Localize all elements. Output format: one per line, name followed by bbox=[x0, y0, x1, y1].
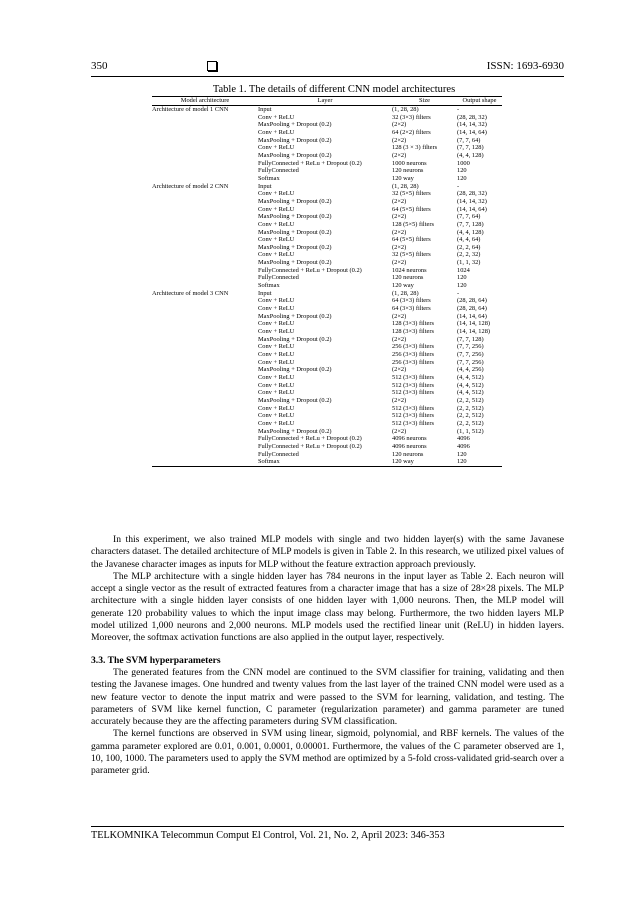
table-row bbox=[152, 259, 502, 267]
body-text bbox=[91, 534, 564, 778]
table-cell: 64 (5×5) filters bbox=[392, 205, 431, 213]
table-cell: (1, 28, 28) bbox=[392, 106, 419, 113]
table-cell bbox=[152, 336, 258, 344]
table-cell: Architecture of model 2 CNN bbox=[152, 182, 229, 190]
table-cell: MaxPooling + Dropout (0.2) bbox=[258, 335, 332, 343]
table-cell bbox=[152, 236, 258, 244]
table-cell: Architecture of model 3 CNN bbox=[152, 289, 229, 297]
table-cell: (28, 28, 64) bbox=[457, 305, 487, 313]
table-row bbox=[152, 428, 502, 436]
table-row bbox=[152, 274, 502, 282]
table-cell: 256 (3×3) filters bbox=[392, 343, 434, 351]
table-row bbox=[152, 374, 502, 382]
table-row bbox=[152, 328, 502, 336]
table-cell bbox=[152, 221, 258, 229]
table-cell: (1, 1, 32) bbox=[457, 259, 481, 267]
table-cell: MaxPooling + Dropout (0.2) bbox=[258, 197, 332, 205]
column-header: Output shape bbox=[457, 97, 502, 106]
table-cell: Softmax bbox=[258, 282, 280, 290]
table-cell: Conv + ReLU bbox=[258, 320, 295, 328]
table-cell bbox=[152, 366, 258, 374]
table-cell: (7, 7, 64) bbox=[457, 136, 481, 144]
table-cell bbox=[152, 313, 258, 321]
table-cell: 120 way bbox=[392, 174, 414, 182]
table-cell: (2×2) bbox=[392, 366, 407, 374]
table-cell: 512 (3×3) filters bbox=[392, 404, 434, 412]
table-cell: 4096 neurons bbox=[392, 435, 427, 443]
table-cell bbox=[152, 190, 258, 198]
table-cell: 120 way bbox=[392, 282, 414, 290]
table-cell: 128 (3 × 3) filters bbox=[392, 144, 438, 152]
table-cell: Conv + ReLU bbox=[258, 351, 295, 358]
paragraph: In this experiment, we also trained MLP models with single and two hidden layer(s) with the same Javanese characters dataset. The detailed architecture of MLP models is given in Table 2. In this research, we utilized pixel values of the Javanese character images as inputs for MLP without the feature extraction approach previously. bbox=[91, 534, 564, 570]
table-row bbox=[152, 412, 502, 420]
table-row bbox=[152, 389, 502, 397]
table-cell: 120 neurons bbox=[392, 450, 424, 458]
cnn-architecture-table bbox=[152, 96, 502, 467]
table-cell bbox=[152, 167, 258, 175]
table-row bbox=[152, 152, 502, 160]
table-cell: 4096 bbox=[457, 442, 470, 450]
table-row bbox=[152, 282, 502, 290]
table-cell: (4, 4, 128) bbox=[457, 151, 484, 159]
table-cell: (28, 28, 32) bbox=[457, 113, 487, 121]
paragraph: The MLP architecture with a single hidden layer has 784 neurons in the input layer as Table 2. Each neuron will accept a single vector as the result of extracted features from a character image that has a size of 28×28 pixels. The MLP architecture with a single hidden layer consists of one hidden layer with 1,000 neurons. Then, the MLP model will generate 120 probability values to which the input image class may belong. Furthermore, the two hidden layers MLP model utilized 1,000 neurons and 2,000 neurons. MLP models used the rectified linear unit (ReLU) in hidden layers. Moreover, the softmax activation functions are also applied in the output layer, respectively. bbox=[91, 570, 564, 644]
table-cell: - bbox=[457, 182, 460, 190]
table-cell: (7, 7, 256) bbox=[457, 358, 484, 366]
table-cell: Conv + ReLU bbox=[258, 389, 295, 397]
table-cell: (2×2) bbox=[392, 259, 407, 267]
table-cell: Conv + ReLU bbox=[258, 381, 295, 389]
table-cell bbox=[152, 206, 258, 214]
section-heading: 3.3. The SVM hyperparameters bbox=[91, 654, 221, 666]
table-cell: (2×2) bbox=[392, 121, 407, 129]
table-cell: (2×2) bbox=[392, 151, 407, 159]
table-cell bbox=[152, 359, 258, 367]
table-cell: FullyConnected bbox=[258, 167, 299, 175]
table-cell bbox=[152, 229, 258, 237]
table-cell: Conv + ReLU bbox=[258, 220, 295, 228]
table-cell: Softmax bbox=[258, 174, 280, 182]
table-cell: Conv + ReLU bbox=[258, 412, 295, 420]
table-row bbox=[152, 206, 502, 214]
table-row bbox=[152, 405, 502, 413]
table-cell: 32 (5×5) filters bbox=[392, 251, 431, 259]
table-cell: FullyConnected bbox=[258, 450, 299, 458]
table-cell: 120 neurons bbox=[392, 274, 424, 282]
table-cell: (2×2) bbox=[392, 213, 407, 221]
table-cell: 120 bbox=[457, 450, 467, 458]
table-cell bbox=[152, 175, 258, 183]
table-cell bbox=[152, 251, 258, 259]
table-row bbox=[152, 420, 502, 428]
table-cell: (7, 7, 64) bbox=[457, 213, 481, 221]
table-cell: (28, 28, 32) bbox=[457, 190, 487, 198]
table-cell: (2, 2, 512) bbox=[457, 396, 484, 404]
table-row bbox=[152, 443, 502, 451]
table-row bbox=[152, 366, 502, 374]
table-cell: 128 (3×3) filters bbox=[392, 328, 434, 336]
table-cell: FullyConnected bbox=[258, 274, 299, 282]
table-row bbox=[152, 183, 502, 191]
table-cell: (4, 4, 256) bbox=[457, 366, 484, 374]
table-cell: (2×2) bbox=[392, 243, 407, 251]
table-cell: (2×2) bbox=[392, 228, 407, 236]
table-cell: FullyConnected + ReLu + Dropout (0.2) bbox=[258, 435, 362, 443]
table-cell bbox=[152, 114, 258, 122]
table-row bbox=[152, 435, 502, 443]
table-cell: 256 (3×3) filters bbox=[392, 351, 434, 358]
table-cell: 128 (5×5) filters bbox=[392, 220, 434, 228]
table-row bbox=[152, 313, 502, 321]
table-row bbox=[152, 221, 502, 229]
table-row bbox=[152, 244, 502, 252]
table-cell bbox=[152, 420, 258, 428]
table-cell: MaxPooling + Dropout (0.2) bbox=[258, 366, 332, 374]
table-cell: MaxPooling + Dropout (0.2) bbox=[258, 213, 332, 221]
table-cell: Architecture of model 1 CNN bbox=[152, 106, 229, 113]
table-row bbox=[152, 236, 502, 244]
table-cell: Conv + ReLU bbox=[258, 343, 295, 351]
table-cell: 1024 neurons bbox=[392, 266, 427, 274]
table-cell: Conv + ReLU bbox=[258, 190, 295, 198]
table-cell: 64 (2×2) filters bbox=[392, 128, 431, 136]
table-cell: Softmax bbox=[258, 458, 392, 466]
table-cell: (7, 7, 128) bbox=[457, 335, 484, 343]
table-row bbox=[152, 144, 502, 152]
table-row bbox=[152, 290, 502, 298]
table-cell: 512 (3×3) filters bbox=[392, 389, 434, 397]
table-cell bbox=[152, 129, 258, 137]
table-cell: (4, 4, 512) bbox=[457, 373, 484, 381]
table-cell: - bbox=[457, 289, 460, 297]
table-cell: (14, 14, 128) bbox=[457, 320, 491, 328]
table-row bbox=[152, 451, 502, 459]
table-cell bbox=[152, 198, 258, 206]
table-cell: (2×2) bbox=[392, 136, 407, 144]
table-row bbox=[152, 458, 502, 466]
table-cell: 1024 bbox=[457, 266, 470, 274]
table-cell: (7, 7, 256) bbox=[457, 343, 484, 351]
table-cell: 256 (3×3) filters bbox=[392, 358, 434, 366]
table-cell: Conv + ReLU bbox=[258, 236, 295, 244]
table-cell: 120 bbox=[457, 274, 467, 282]
table-cell: 64 (3×3) filters bbox=[392, 297, 431, 305]
table-cell: 120 bbox=[457, 458, 502, 466]
table-cell bbox=[152, 405, 258, 413]
table-cell: 120 bbox=[457, 282, 467, 290]
table-row bbox=[152, 160, 502, 168]
table-cell: (14, 14, 32) bbox=[457, 121, 487, 129]
table-cell: (7, 7, 256) bbox=[457, 351, 484, 358]
table-cell: (14, 14, 128) bbox=[457, 328, 491, 336]
column-header: Model architecture bbox=[152, 97, 258, 106]
table-cell: (2, 2, 512) bbox=[457, 412, 484, 420]
table-row bbox=[152, 175, 502, 183]
table-row bbox=[152, 129, 502, 137]
table-cell: 120 bbox=[457, 174, 467, 182]
table-cell: MaxPooling + Dropout (0.2) bbox=[258, 121, 332, 129]
table-row bbox=[152, 190, 502, 198]
table-cell: Conv + ReLU bbox=[258, 305, 295, 313]
table-cell: 32 (3×3) filters bbox=[392, 113, 431, 121]
table-row bbox=[152, 297, 502, 305]
table-cell: (7, 7, 128) bbox=[457, 144, 484, 152]
table-row bbox=[152, 137, 502, 145]
table-cell: FullyConnected + ReLu + Dropout (0.2) bbox=[258, 159, 362, 167]
table-cell: 1000 neurons bbox=[392, 159, 427, 167]
table-cell: 120 way bbox=[392, 458, 457, 466]
table-row bbox=[152, 382, 502, 390]
table-cell bbox=[152, 152, 258, 160]
table-cell: 4096 bbox=[457, 435, 470, 443]
table-cell: (2, 2, 32) bbox=[457, 251, 481, 259]
table-cell: Input bbox=[258, 182, 272, 190]
table-cell bbox=[152, 412, 258, 420]
table-cell bbox=[152, 267, 258, 275]
table-cell: Input bbox=[258, 289, 272, 297]
table-cell: (2×2) bbox=[392, 312, 407, 320]
table-cell: (4, 4, 512) bbox=[457, 389, 484, 397]
table-cell bbox=[152, 328, 258, 336]
table-cell: FullyConnected + ReLu + Dropout (0.2) bbox=[258, 442, 362, 450]
table-header-row bbox=[152, 97, 502, 106]
table-cell: 1000 bbox=[457, 159, 470, 167]
table-cell bbox=[152, 274, 258, 282]
page-header bbox=[91, 60, 564, 77]
table-cell: Conv + ReLU bbox=[258, 251, 295, 259]
table-cell bbox=[152, 343, 258, 351]
table-cell bbox=[152, 389, 258, 397]
table-cell: 4096 neurons bbox=[392, 442, 427, 450]
table-cell bbox=[152, 397, 258, 405]
table-cell bbox=[152, 382, 258, 390]
page-footer: TELKOMNIKA Telecommun Comput El Control, Vol. 21, No. 2, April 2023: 346-353 bbox=[91, 826, 564, 841]
issn-label: ISSN: 1693-6930 bbox=[486, 60, 564, 72]
table-cell: MaxPooling + Dropout (0.2) bbox=[258, 136, 332, 144]
table-cell: (4, 4, 64) bbox=[457, 236, 481, 244]
table-caption: Table 1. The details of different CNN model architectures bbox=[212, 84, 456, 95]
table-row bbox=[152, 229, 502, 237]
table-cell: 128 (3×3) filters bbox=[392, 320, 434, 328]
table-row bbox=[152, 343, 502, 351]
table-cell: 512 (3×3) filters bbox=[392, 412, 434, 420]
table-cell: (2×2) bbox=[392, 197, 407, 205]
table-row bbox=[152, 320, 502, 328]
table-cell: Conv + ReLU bbox=[258, 128, 295, 136]
table-cell: Conv + ReLU bbox=[258, 358, 295, 366]
table-row bbox=[152, 251, 502, 259]
table-row bbox=[152, 336, 502, 344]
paragraph: The kernel functions are observed in SVM using linear, sigmoid, polynomial, and RBF kernels. The values of the gamma parameter explored are 0.01, 0.001, 0.0001, 0.00001. Furthermore, the values of the C parameter observed are 1, 10, 100, 1000. The parameters used to apply the SVM method are optimized by a 5-fold cross-validated grid-search over a parameter grid. bbox=[91, 728, 564, 777]
table-cell: 120 neurons bbox=[392, 167, 424, 175]
table-cell: 64 (5×5) filters bbox=[392, 236, 431, 244]
table-cell: MaxPooling + Dropout (0.2) bbox=[258, 228, 332, 236]
table-cell: FullyConnected + ReLu + Dropout (0.2) bbox=[258, 266, 362, 274]
table-cell bbox=[152, 282, 258, 290]
table-row bbox=[152, 359, 502, 367]
table-cell: (2, 2, 512) bbox=[457, 419, 484, 427]
table-cell: (2, 2, 64) bbox=[457, 243, 481, 251]
table-cell: 512 (3×3) filters bbox=[392, 419, 434, 427]
table-cell: (14, 14, 64) bbox=[457, 205, 487, 213]
table-cell: 512 (3×3) filters bbox=[392, 373, 434, 381]
table-cell bbox=[152, 458, 258, 466]
table-cell bbox=[152, 428, 258, 436]
table-cell: (28, 28, 64) bbox=[457, 297, 487, 305]
table-row bbox=[152, 121, 502, 129]
table-cell: Conv + ReLU bbox=[258, 404, 295, 412]
table-cell: (2×2) bbox=[392, 396, 407, 404]
table-cell: 64 (3×3) filters bbox=[392, 305, 431, 313]
table-cell bbox=[152, 121, 258, 129]
table-cell: Conv + ReLU bbox=[258, 419, 295, 427]
table-cell: Conv + ReLU bbox=[258, 205, 295, 213]
table-cell bbox=[152, 144, 258, 152]
table-cell bbox=[152, 213, 258, 221]
table-cell bbox=[152, 244, 258, 252]
table-cell: (2×2) bbox=[392, 427, 407, 435]
table-cell: Conv + ReLU bbox=[258, 297, 295, 305]
table-cell bbox=[152, 443, 258, 451]
table-cell: Input bbox=[258, 106, 272, 113]
column-header: Size bbox=[392, 97, 457, 106]
table-cell: (1, 28, 28) bbox=[392, 182, 419, 190]
table-row bbox=[152, 106, 502, 114]
table-cell: 32 (5×5) filters bbox=[392, 190, 431, 198]
table-row bbox=[152, 267, 502, 275]
table-cell: (2, 2, 512) bbox=[457, 404, 484, 412]
table-row bbox=[152, 397, 502, 405]
table-cell bbox=[152, 374, 258, 382]
table-cell: Conv + ReLU bbox=[258, 373, 295, 381]
table-cell: MaxPooling + Dropout (0.2) bbox=[258, 151, 332, 159]
table-row bbox=[152, 213, 502, 221]
table-cell: Conv + ReLU bbox=[258, 328, 295, 336]
page-number: 350 bbox=[91, 60, 108, 72]
table-row bbox=[152, 351, 502, 359]
table-cell: (14, 14, 32) bbox=[457, 197, 487, 205]
table-row bbox=[152, 305, 502, 313]
column-header: Layer bbox=[258, 97, 392, 106]
table-cell: Conv + ReLU bbox=[258, 113, 295, 121]
table-cell: (2×2) bbox=[392, 335, 407, 343]
paragraph: The generated features from the CNN model are continued to the SVM classifier for training, validating and then testing the Javanese images. One hundred and twenty values from the last layer of the trained CNN model were used as a new feature vector to denote the input matrix and were passed to the SVM for learning, validation, and testing. The parameters of SVM like kernel function, C parameter (regularization parameter) and gamma parameter are tuned accurately because they are the affecting parameters during SVM classification. bbox=[91, 666, 564, 728]
table-cell bbox=[152, 451, 258, 459]
table-cell: (4, 4, 512) bbox=[457, 381, 484, 389]
table-cell: MaxPooling + Dropout (0.2) bbox=[258, 312, 332, 320]
table-cell bbox=[152, 259, 258, 267]
table-cell: Conv + ReLU bbox=[258, 144, 295, 152]
table-cell: - bbox=[457, 106, 460, 113]
table-cell bbox=[152, 351, 258, 359]
table-cell: (1, 28, 28) bbox=[392, 289, 419, 297]
table-cell: MaxPooling + Dropout (0.2) bbox=[258, 243, 332, 251]
table-cell: (1, 1, 512) bbox=[457, 427, 484, 435]
table-cell bbox=[152, 320, 258, 328]
table-cell: 512 (3×3) filters bbox=[392, 381, 434, 389]
square-bullet-icon bbox=[207, 61, 217, 71]
table-cell: (14, 14, 64) bbox=[457, 128, 487, 136]
table-row bbox=[152, 167, 502, 175]
table-cell: (4, 4, 128) bbox=[457, 228, 484, 236]
table-cell bbox=[152, 137, 258, 145]
table-cell bbox=[152, 305, 258, 313]
table-cell: MaxPooling + Dropout (0.2) bbox=[258, 396, 332, 404]
table-row bbox=[152, 198, 502, 206]
table-cell bbox=[152, 160, 258, 168]
table-row bbox=[152, 114, 502, 122]
table-cell bbox=[152, 297, 258, 305]
table-cell: (7, 7, 128) bbox=[457, 220, 484, 228]
table-cell: MaxPooling + Dropout (0.2) bbox=[258, 259, 332, 267]
table-cell: 120 bbox=[457, 167, 467, 175]
table-cell: MaxPooling + Dropout (0.2) bbox=[258, 427, 332, 435]
table-cell: (14, 14, 64) bbox=[457, 312, 487, 320]
table-cell bbox=[152, 435, 258, 443]
